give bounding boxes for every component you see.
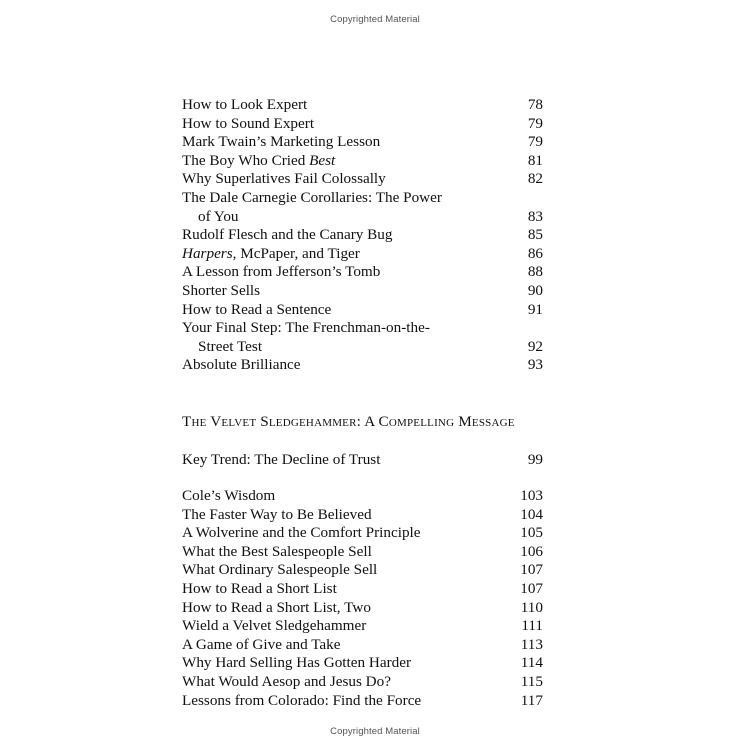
toc-entry-page-number: 107 (520, 579, 543, 597)
toc-entry (182, 282, 543, 301)
toc-entry (182, 226, 543, 245)
toc-entry (182, 599, 543, 618)
toc-entry-title: of You (198, 207, 239, 225)
toc-entry (182, 115, 543, 134)
toc-entry-title: A Wolverine and the Comfort Principle (182, 524, 421, 542)
toc-entry (182, 673, 543, 692)
toc-entry (182, 543, 543, 562)
toc-entry-page-number: 103 (520, 487, 543, 504)
toc-entry-page-number: 105 (520, 524, 543, 542)
toc-entry-title: How to Look Expert (182, 96, 308, 113)
toc-entry-page-number: 111 (521, 617, 543, 635)
toc-list-chapter-continued (182, 96, 543, 375)
toc-entry-page-number: 78 (527, 96, 543, 113)
toc-entry-page-number: 91 (527, 300, 543, 318)
toc-entry-title: Key Trend: The Decline of Trust (182, 451, 381, 468)
copyright-watermark-top: Copyrighted Material (330, 14, 420, 25)
toc-entry (182, 96, 543, 115)
toc-entry-title: What Ordinary Salespeople Sell (182, 561, 378, 579)
toc-entry-title: Why Superlatives Fail Colossally (182, 170, 386, 188)
toc-entry-title: Lessons from Colorado: Find the Force (182, 691, 422, 709)
toc-entry-title: The Dale Carnegie Corollaries: The Power (182, 188, 442, 206)
toc-entry (182, 133, 543, 152)
toc-entry-page-number: 79 (527, 114, 543, 132)
toc-entry-page-number: 115 (520, 672, 543, 690)
toc-entry-title: How to Sound Expert (182, 114, 315, 132)
toc-entry-title: What Would Aesop and Jesus Do? (182, 672, 391, 690)
toc-entry-title: Wield a Velvet Sledgehammer (182, 617, 367, 635)
toc-entry-title (182, 152, 335, 171)
toc-entry-page-number: 110 (520, 598, 543, 616)
toc-entry (182, 524, 543, 543)
toc-entry-title: Mark Twain’s Marketing Lesson (182, 133, 381, 151)
toc-entry (182, 487, 543, 506)
section-heading: The Velvet Sledgehammer: A Compelling Message (182, 413, 515, 430)
toc-entry-title: How to Read a Short List (182, 579, 337, 597)
toc-entry-page-number: 79 (527, 133, 543, 151)
toc-entry-title: Rudolf Flesch and the Canary Bug (182, 226, 393, 244)
toc-entry (182, 208, 543, 227)
toc-entry-title: Street Test (198, 337, 263, 355)
toc-list-section-entries (182, 487, 543, 710)
toc-entry-title (182, 245, 360, 264)
toc-entry-title-part: The Boy Who Cried (182, 151, 310, 169)
toc-entry-page-number: 83 (527, 207, 543, 225)
toc-entry-title: Why Hard Selling Has Gotten Harder (182, 654, 412, 672)
toc-list-key-trend (182, 451, 543, 470)
toc-entry-title: Absolute Brilliance (182, 356, 301, 374)
toc-entry-page-number: 86 (527, 244, 543, 262)
toc-entry-page-number: 82 (527, 170, 543, 188)
toc-entry (182, 636, 543, 655)
toc-entry (182, 580, 543, 599)
toc-entry-page-number: 93 (527, 356, 543, 374)
toc-entry-page-number: 92 (527, 337, 543, 355)
toc-entry (182, 692, 543, 711)
toc-entry-page-number: 85 (527, 226, 543, 244)
toc-entry-title: How to Read a Short List, Two (182, 598, 371, 616)
toc-entry-title: A Game of Give and Take (182, 635, 341, 653)
toc-entry (182, 338, 543, 357)
toc-entry (182, 152, 543, 171)
toc-entry-title: The Faster Way to Be Believed (182, 505, 372, 523)
toc-entry (182, 170, 543, 189)
toc-entry-page-number: 113 (520, 635, 543, 653)
toc-entry (182, 319, 543, 338)
toc-entry (182, 301, 543, 320)
toc-entry (182, 356, 543, 375)
toc-entry-page-number: 90 (527, 281, 543, 299)
toc-entry-page-number: 88 (527, 263, 543, 281)
toc-entry-title-part: Best (309, 151, 336, 169)
toc-entry-page-number: 107 (520, 561, 543, 579)
toc-entry (182, 506, 543, 525)
toc-entry (182, 263, 543, 282)
toc-entry (182, 189, 543, 208)
toc-entry-page-number: 104 (520, 505, 543, 523)
toc-entry-page-number: 81 (527, 151, 543, 169)
toc-entry-title: What the Best Salespeople Sell (182, 542, 372, 560)
toc-entry-title-part: , McPaper, and Tiger (232, 244, 360, 262)
toc-entry-title-part: Harpers (182, 244, 233, 262)
toc-entry-title: A Lesson from Jefferson’s Tomb (182, 263, 381, 281)
toc-entry-page-number: 106 (520, 542, 543, 560)
toc-entry (182, 245, 543, 264)
toc-entry-title: Cole’s Wisdom (182, 487, 276, 504)
toc-entry (182, 561, 543, 580)
toc-entry-title: Shorter Sells (182, 281, 261, 299)
toc-entry-page-number: 99 (527, 451, 543, 468)
toc-entry-page-number: 114 (520, 654, 543, 672)
toc-entry (182, 617, 543, 636)
toc-entry-title: Your Final Step: The Frenchman-on-the- (182, 319, 430, 337)
toc-entry (182, 654, 543, 673)
toc-entry-page-number: 117 (520, 691, 543, 709)
toc-entry (182, 451, 543, 470)
copyright-watermark-bottom: Copyrighted Material (330, 726, 420, 737)
toc-entry-title: How to Read a Sentence (182, 300, 332, 318)
